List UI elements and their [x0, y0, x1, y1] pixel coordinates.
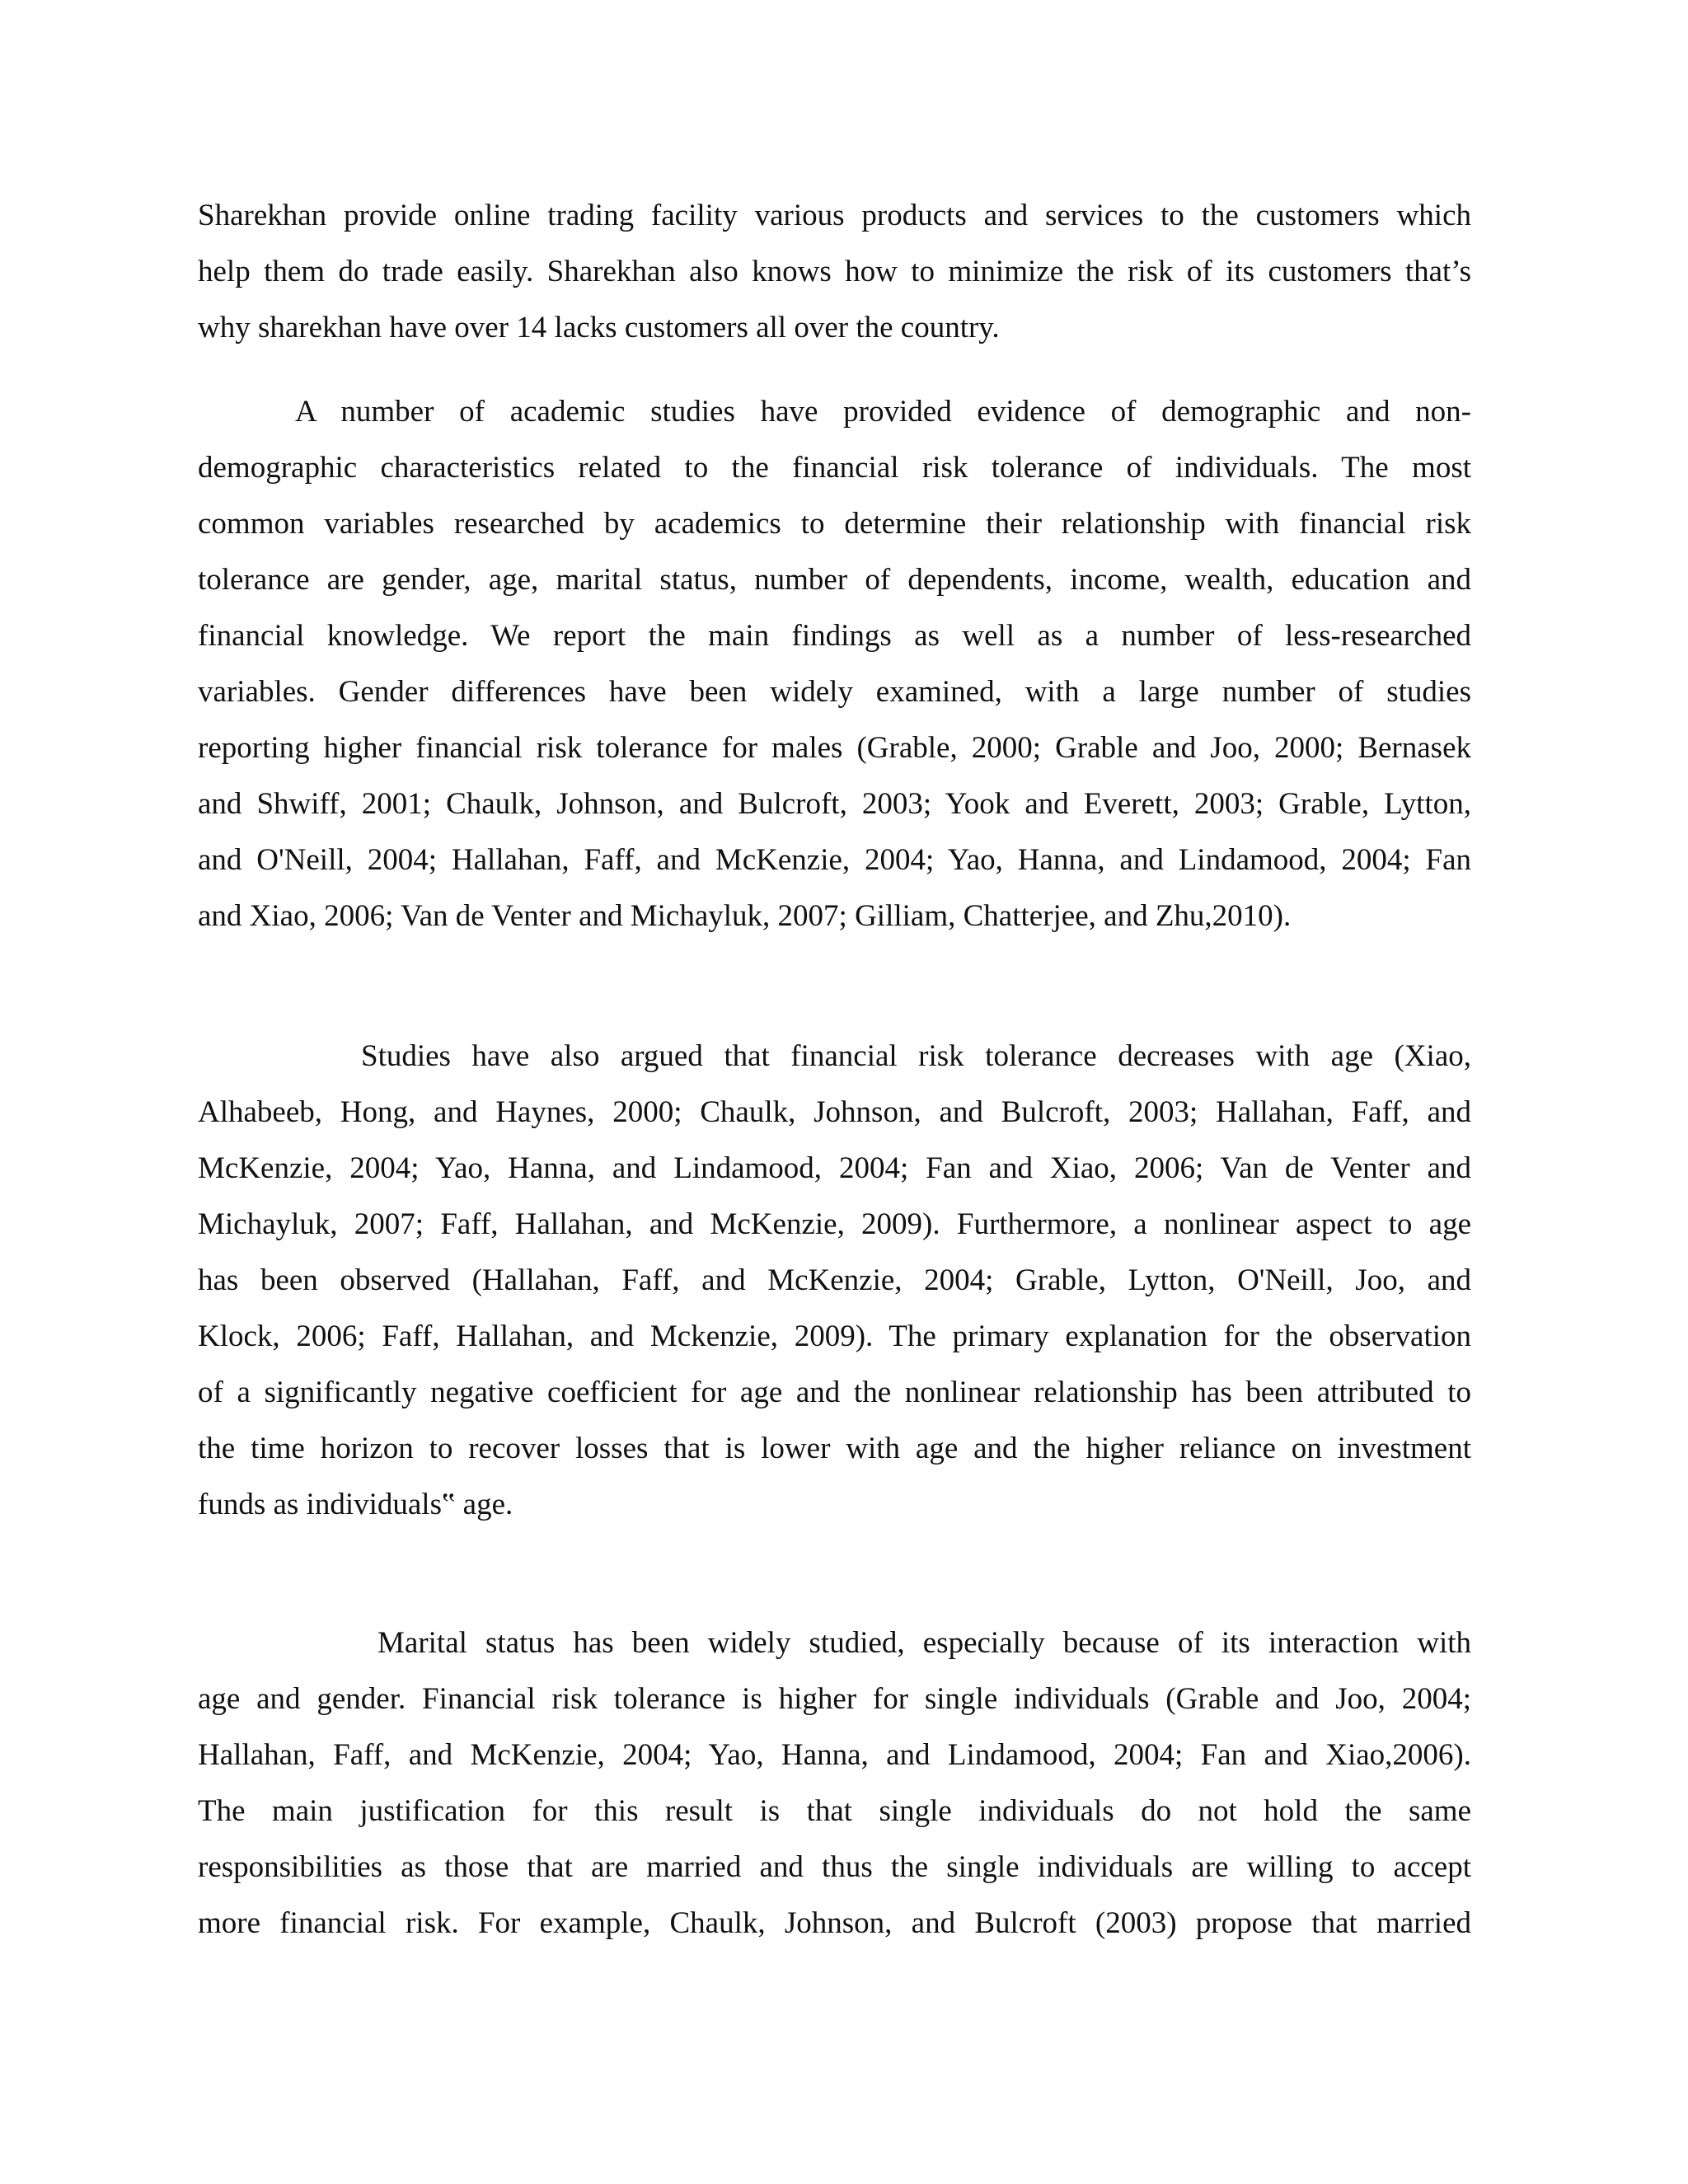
text-line: tolerance are gender, age, marital status, number of dependents, income, wealth, education and — [198, 563, 1471, 597]
text-line: the time horizon to recover losses that is lower with age and the higher reliance on investment — [198, 1432, 1471, 1465]
text-line: help them do trade easily. Sharekhan also knows how to minimize the risk of its customers that’s — [198, 255, 1471, 288]
text-line: The main justification for this result is that single individuals do not hold the same — [198, 1794, 1471, 1828]
text-line: Marital status has been widely studied, especially because of its interaction with — [377, 1626, 1471, 1660]
text-line: A number of academic studies have provided evidence of demographic and non- — [295, 395, 1471, 429]
text-line: and Xiao, 2006; Van de Venter and Michayluk, 2007; Gilliam, Chatterjee, and Zhu,2010). — [198, 899, 1292, 933]
paragraph-text — [198, 188, 1471, 356]
text-line: demographic characteristics related to the financial risk tolerance of individuals. The most — [198, 451, 1471, 485]
text-line: Studies have also argued that financial risk tolerance decreases with age (Xiao, — [361, 1039, 1471, 1073]
text-line: Sharekhan provide online trading facility various products and services to the customers which — [198, 199, 1471, 232]
text-line: variables. Gender differences have been widely examined, with a large number of studies — [198, 675, 1471, 709]
text-line: why sharekhan have over 14 lacks customers all over the country. — [198, 311, 1000, 344]
text-line: funds as individuals‟ age. — [198, 1488, 513, 1521]
paragraph-text — [198, 1029, 1471, 1533]
text-line: Hallahan, Faff, and McKenzie, 2004; Yao, Hanna, and Lindamood, 2004; Fan and Xiao,2006). — [198, 1738, 1471, 1772]
text-line: common variables researched by academics to determine their relationship with financial risk — [198, 507, 1471, 541]
text-line: financial knowledge. We report the main findings as well as a number of less-researched — [198, 619, 1471, 653]
text-line: responsibilities as those that are married and thus the single individuals are willing to accept — [198, 1850, 1471, 1884]
text-line: more financial risk. For example, Chaulk, Johnson, and Bulcroft (2003) propose that married — [198, 1906, 1471, 1940]
paragraph-marital-status — [198, 1615, 1471, 1952]
text-line: Michayluk, 2007; Faff, Hallahan, and McKenzie, 2009). Furthermore, a nonlinear aspect to age — [198, 1207, 1471, 1241]
text-line: and O'Neill, 2004; Hallahan, Faff, and McKenzie, 2004; Yao, Hanna, and Lindamood, 2004; Fan — [198, 843, 1471, 877]
paragraph-demographic-characteristics — [198, 384, 1471, 944]
paragraph-age-studies — [198, 1029, 1471, 1533]
text-line: and Shwiff, 2001; Chaulk, Johnson, and Bulcroft, 2003; Yook and Everett, 2003; Grable, Lytton, — [198, 787, 1471, 821]
text-line: has been observed (Hallahan, Faff, and McKenzie, 2004; Grable, Lytton, O'Neill, Joo, and — [198, 1263, 1471, 1297]
text-line: reporting higher financial risk tolerance for males (Grable, 2000; Grable and Joo, 2000; Bernasek — [198, 731, 1471, 765]
text-line: Alhabeeb, Hong, and Haynes, 2000; Chaulk, Johnson, and Bulcroft, 2003; Hallahan, Faff, and — [198, 1095, 1471, 1129]
text-line: age and gender. Financial risk tolerance is higher for single individuals (Grable and Joo, 2004; — [198, 1682, 1471, 1716]
paragraph-sharekhan — [198, 188, 1471, 356]
text-line: McKenzie, 2004; Yao, Hanna, and Lindamood, 2004; Fan and Xiao, 2006; Van de Venter and — [198, 1151, 1471, 1185]
text-line: Klock, 2006; Faff, Hallahan, and Mckenzie, 2009). The primary explanation for the observation — [198, 1319, 1471, 1353]
paragraph-text — [198, 1615, 1471, 1952]
paragraph-text — [198, 384, 1471, 944]
text-line: of a significantly negative coefficient for age and the nonlinear relationship has been attributed to — [198, 1376, 1471, 1409]
